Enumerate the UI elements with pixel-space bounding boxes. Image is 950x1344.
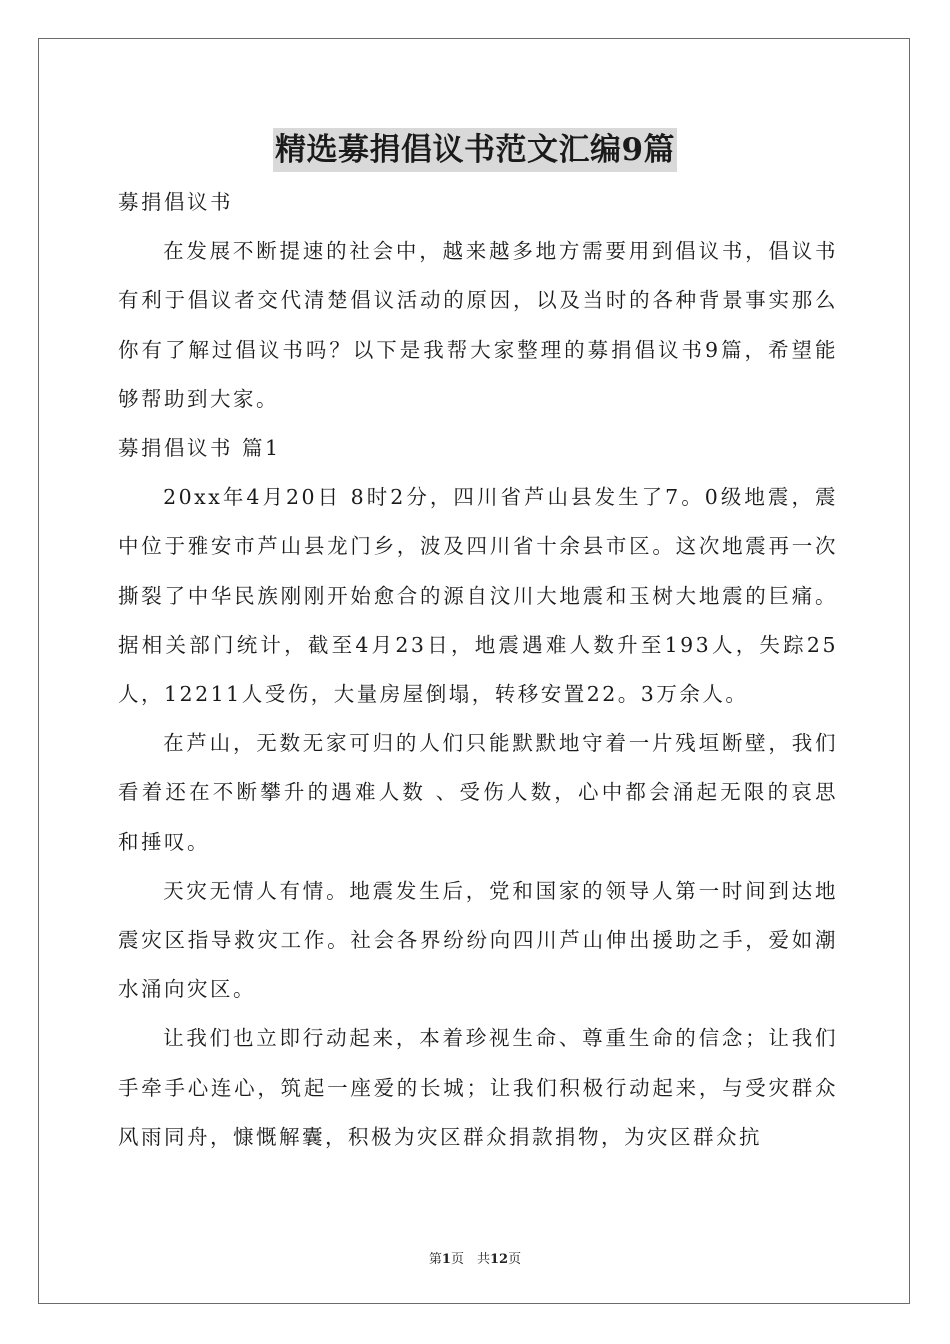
body-paragraph: 天灾无情人有情。地震发生后，党和国家的领导人第一时间到达地震灾区指导救灾工作。社会各界纷纷向四川芦山伸出援助之手，爱如潮水涌向灾区。 — [118, 878, 838, 1002]
title-container — [0, 128, 950, 172]
document-body — [118, 178, 838, 1162]
page-total: 12 — [489, 1252, 509, 1267]
page-current: 1 — [441, 1252, 451, 1267]
page-label-suffix: 页 — [508, 1252, 522, 1267]
section-heading: 募捐倡议书 篇1 — [118, 436, 281, 461]
body-paragraph: 在芦山，无数无家可归的人们只能默默地守着一片残垣断壁，我们看着还在不断攀升的遇难人数 、受伤人数，心中都会涌起无限的哀思和捶叹。 — [118, 731, 838, 854]
page-label-mid: 页 共 — [450, 1252, 490, 1267]
document-title: 精选募捐倡议书范文汇编9篇 — [273, 128, 677, 172]
body-paragraph: 20xx年4月20日 8时2分，四川省芦山县发生了7。0级地震，震中位于雅安市芦山县龙门乡，波及四川省十余县市区。这次地震再一次撕裂了中华民族刚刚开始愈合的源自汶川大地震和玉树大地震的巨痛。据相关部门统计，截至4月23日，地震遇难人数升至193人，失踪25人，12211人受伤，大量房屋倒塌，转移安置22。3万余人。 — [118, 485, 838, 707]
body-paragraph: 在发展不断提速的社会中，越来越多地方需要用到倡议书，倡议书有利于倡议者交代清楚倡议活动的原因，以及当时的各种背景事实那么你有了解过倡议书吗？以下是我帮大家整理的募捐倡议书9篇，希望能够帮助到大家。 — [118, 239, 838, 411]
page-label-prefix: 第 — [428, 1252, 442, 1267]
page-footer — [0, 1248, 950, 1267]
section-heading: 募捐倡议书 — [118, 190, 233, 214]
body-paragraph: 让我们也立即行动起来，本着珍视生命、尊重生命的信念；让我们手牵手心连心，筑起一座爱的长城；让我们积极行动起来，与受灾群众风雨同舟，慷慨解囊，积极为灾区群众捐款捐物，为灾区群众抗 — [118, 1026, 838, 1149]
